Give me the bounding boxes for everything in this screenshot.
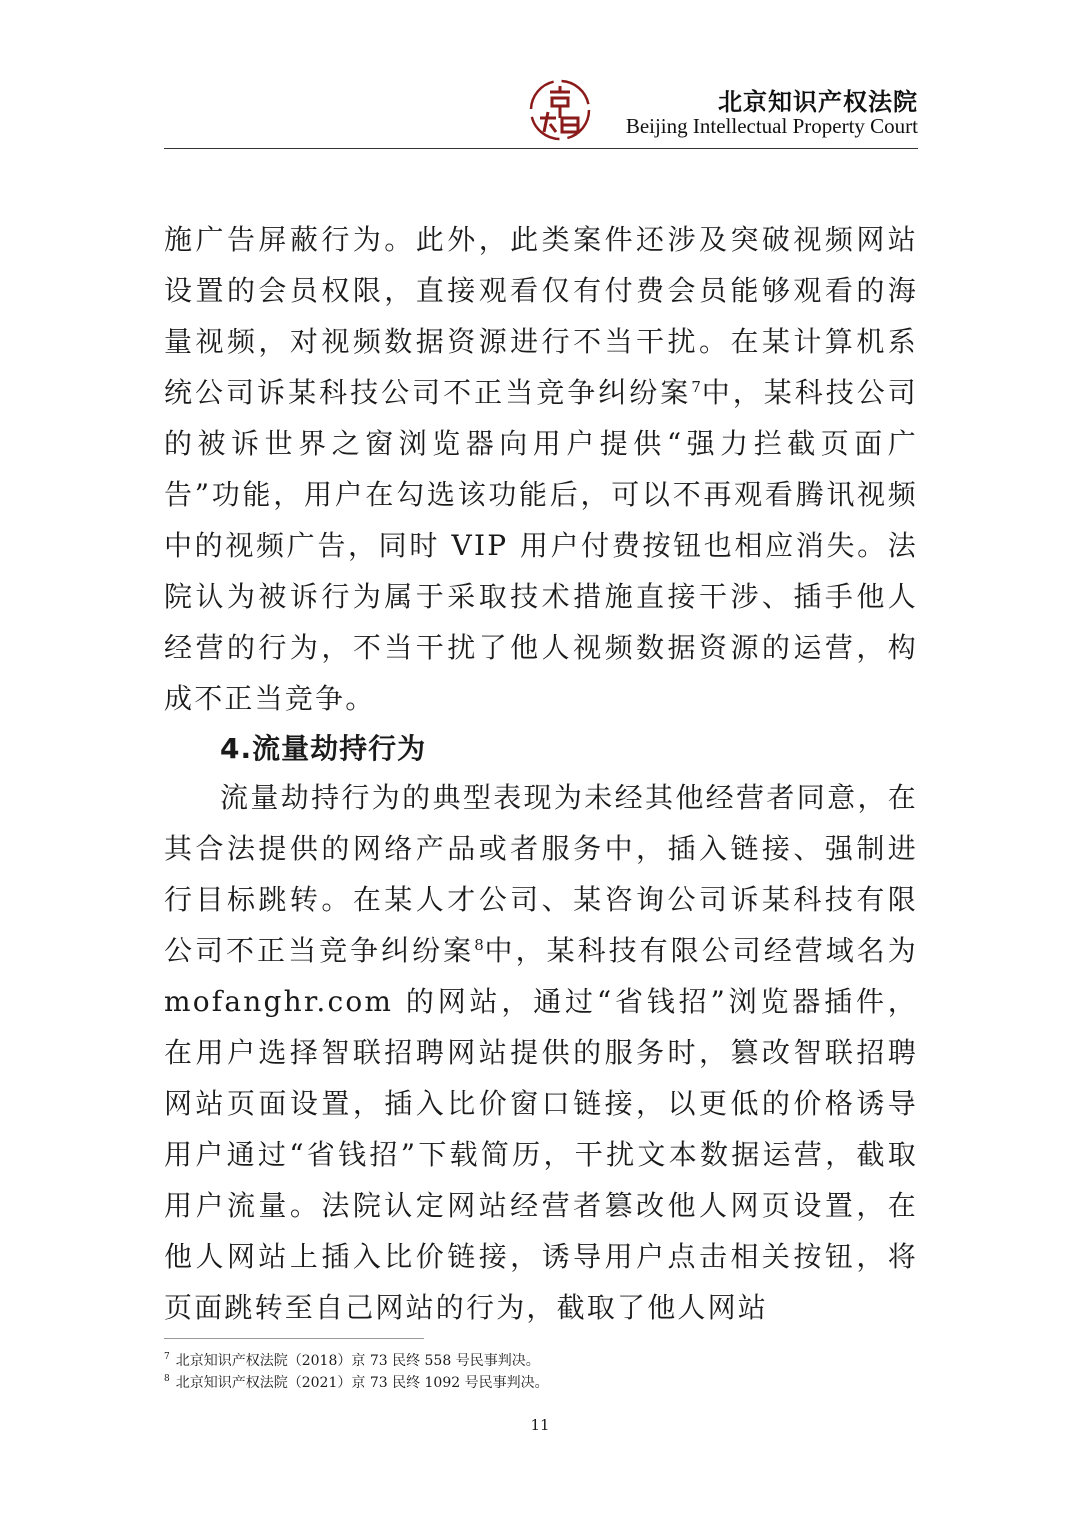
body-paragraph-2: [164, 772, 918, 1333]
paragraph-text: 中，某科技公司的被诉世界之窗浏览器向用户提供“强力拦截页面广告”功能，用户在勾选该功能后，可以不再观看腾讯视频中的视频广告，同时 VIP 用户付费按钮也相应消失。法院认为被诉行为属于采取技术措施直接干涉、插手他人经营的行为，不当干扰了他人视频数据资源的运营，构成不正当竞争。: [164, 376, 919, 715]
page-header: [164, 72, 918, 148]
footnote-8: [164, 1372, 918, 1394]
paragraph-text: 流量劫持行为的典型表现为未经其他经营者同意，在其合法提供的网络产品或者服务中，插入链接、强制进行目标跳转。在某人才公司、某咨询公司诉某科技有限公司不正当竞争纠纷案: [164, 781, 918, 967]
footnote-divider: [164, 1338, 424, 1339]
paragraph-text: 施广告屏蔽行为。此外，此类案件还涉及突破视频网站设置的会员权限，直接观看仅有付费会员能够观看的海量视频，对视频数据资源进行不当干扰。在某计算机系统公司诉某科技公司不正当竞争纠纷案: [164, 223, 918, 409]
page-number: 11: [530, 1416, 550, 1434]
footnotes: [164, 1350, 918, 1394]
footnote-7: [164, 1350, 918, 1372]
footnote-text: 北京知识产权法院（2018）京 73 民终 558 号民事判决。: [175, 1353, 540, 1369]
footnote-ref-7: 7: [691, 378, 701, 396]
footnote-text: 北京知识产权法院（2021）京 73 民终 1092 号民事判决。: [175, 1375, 549, 1391]
court-name-english: Beijing Intellectual Property Court: [625, 114, 918, 138]
footnote-number: 7: [164, 1352, 170, 1362]
header-divider: [164, 148, 918, 149]
body-paragraph-1: [164, 214, 918, 724]
paragraph-text: 中，某科技有限公司经营域名为 mofanghr.com 的网站，通过“省钱招”浏览器插件，在用户选择智联招聘网站提供的服务时，篡改智联招聘网站页面设置，插入比价窗口链接，以更低的价格诱导用户通过“省钱招”下载简历，干扰文本数据运营，截取用户流量。法院认定网站经营者篡改他人网页设置，在他人网站上插入比价链接，诱导用户点击相关按钮，将页面跳转至自己网站的行为，截取了他人网站: [164, 934, 918, 1324]
footnote-number: 8: [164, 1374, 170, 1384]
court-logo-icon: [528, 78, 592, 142]
court-name-chinese: 北京知识产权法院: [718, 88, 918, 116]
footnote-ref-8: 8: [474, 936, 484, 954]
section-heading: 4.流量劫持行为: [220, 732, 427, 765]
